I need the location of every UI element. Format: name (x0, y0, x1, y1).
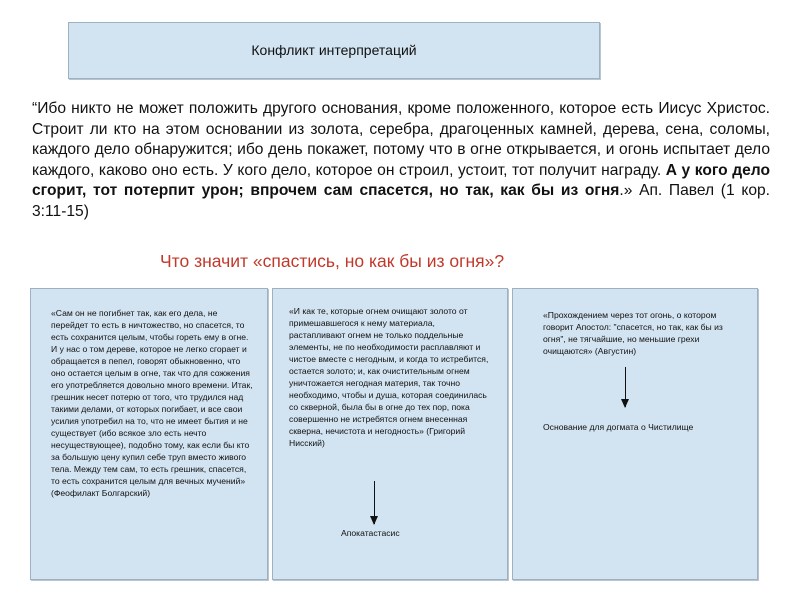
interpretation-text: «И как те, которые огнем очищают золото от примешавшегося к нему материала, растапливают огнем не только поддельные элементы, не по необходимости расплавляют и чистое вместе с негодным, и когда то истребится, остается золото; и, как очистительным огнем уничтожается негодная материя, так точно необходимо, чтобы и душа, которая соединилась со скверной, была бы в огне до тех пор, пока совершенно не истребятся огнем внесенная скверна, нечистота и негодность» (Григорий Нисский) (289, 306, 489, 448)
arrow-down-icon (625, 367, 626, 407)
interpretation-text: «Прохождением через тот огонь, о котором говорит Апостол: "спасется, но так, как бы из огня", не тягчайшие, но меньшие грехи очищаются» (Августин) (543, 310, 723, 356)
scripture-quote (32, 99, 770, 223)
quote-bold-text: А у кого дело сгорит, тот потерпит урон; впрочем сам спасется, но так, как бы из огня (32, 161, 770, 200)
title-box (68, 22, 600, 79)
question-heading: Что значит «спастись, но как бы из огня»? (160, 251, 505, 271)
interpretation-gregory (272, 288, 508, 580)
quote-text: “Ибо никто не может положить другого основания, кроме положенного, которое есть Иисус Христос. Строит ли кто на этом основании из золота, серебра, драгоценных камней, дерева, сена, соломы, каждого дело обнаружится; ибо день покажет, потому что в огне открывается, и огонь испытает дело каждого, каково оно есть. У кого дело, которое он строил, устоит, тот получит награду. (32, 100, 770, 179)
interpretation-result: Апокатастасис (341, 528, 400, 538)
quote-source: .» Ап. Павел (1 кор. 3:11-15) (32, 182, 771, 220)
interpretation-theophylact (30, 288, 268, 580)
interpretation-augustine (512, 288, 758, 580)
arrow-down-icon (374, 481, 375, 524)
interpretation-text: «Сам он не погибнет так, как его дела, не перейдет то есть в ничтожество, но спасется, то есть сохранится целым, чтобы гореть ему в огне. И у нас о том дереве, которое не легко сгорает и обращается в пепел, говорят обыкновенно, что оно остается целым в огне, так что для сожжения его употребляется довольно много времени. Итак, грешник несет потерю от того, что трудился над такими делами, от которых погибает, и все свои усилия употребил на то, что не имеет бытия и не существует (ибо всякое зло есть нечто несуществующее), подобно тому, как если бы кто за большую цену купил себе труп вместо живого тела. Между тем сам, то есть грешник, спасется, то есть сохранится целым для вечных мучений» (Феофилакт Болгарский) (51, 308, 253, 498)
interpretation-result: Основание для догмата о Чистилище (543, 422, 694, 432)
slide-title: Конфликт интерпретаций (251, 42, 417, 58)
